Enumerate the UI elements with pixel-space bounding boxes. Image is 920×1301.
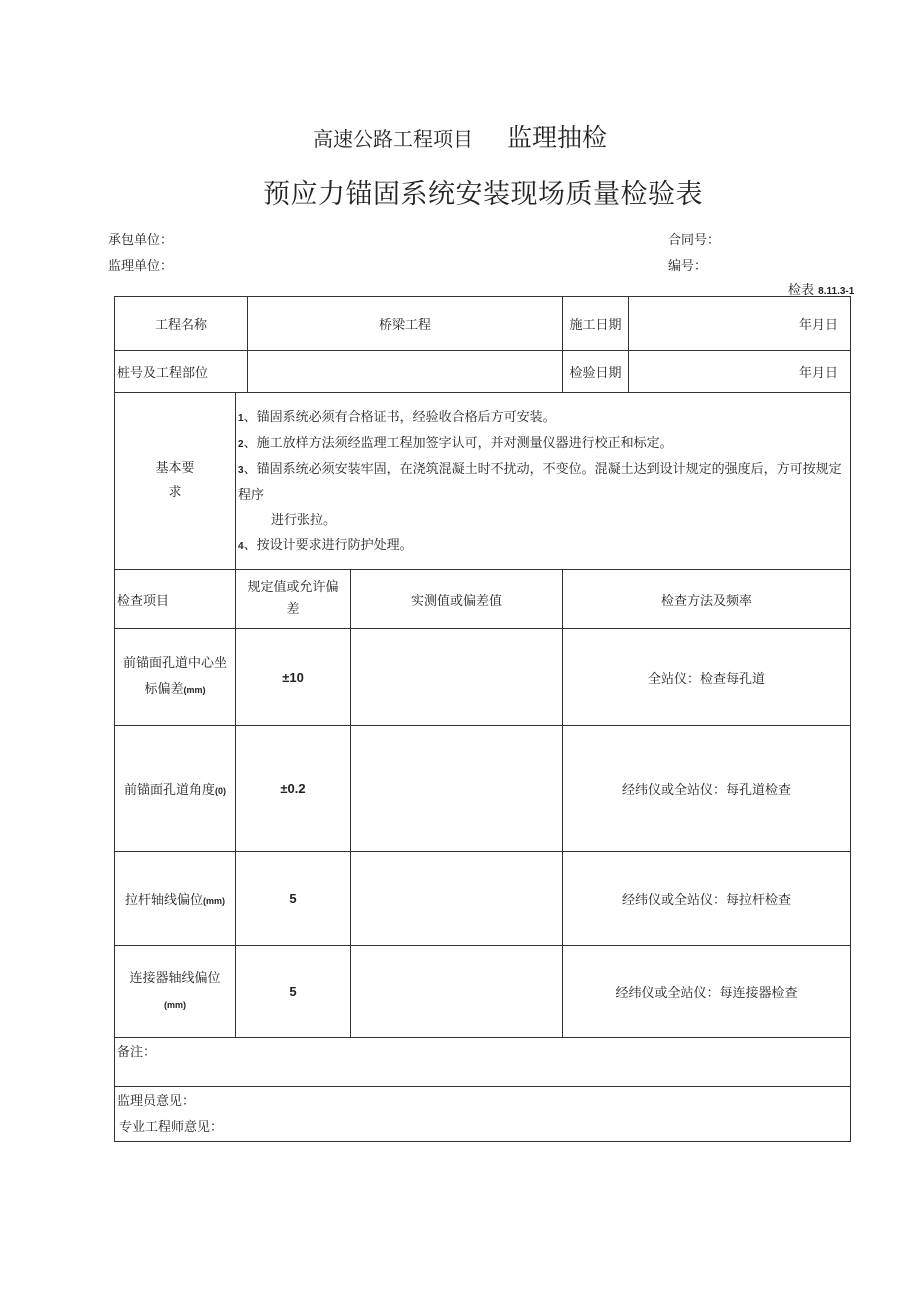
inspection-table	[114, 296, 851, 1142]
spec-header: 规定值或允许偏 差	[236, 570, 351, 629]
requirement-item: 1、锚固系统必须有合格证书，经验收合格后方可安装。	[238, 410, 556, 425]
requirements-list	[236, 393, 851, 570]
spec-value: ±0.2	[236, 726, 351, 852]
requirements-label: 基本要 求	[115, 393, 236, 570]
spec-value: 5	[236, 852, 351, 946]
measured-header: 实测值或偏差值	[351, 570, 563, 629]
contractor-label: 承包单位：	[108, 233, 174, 248]
form-title: 预应力锚固系统安装现场质量检验表	[263, 179, 703, 210]
project-type-title: 高速公路工程项目	[312, 127, 473, 151]
form-code-number: 8.11.3-1	[818, 286, 855, 297]
measured-value	[351, 726, 563, 852]
remarks-row	[115, 1038, 851, 1087]
check-item-name: 拉杆轴线偏位(mm)	[115, 852, 236, 946]
check-method: 经纬仪或全站仪：每连接器检查	[563, 946, 851, 1038]
requirement-item: 2、施工放样方法须经监理工程加签字认可，并对测量仪器进行校正和标定。	[238, 436, 673, 451]
contract-no-label: 合同号：	[668, 233, 721, 248]
requirement-item-continuation: 进行张拉。	[271, 513, 337, 528]
check-row	[115, 946, 851, 1038]
project-name-label: 工程名称	[115, 297, 248, 351]
check-item-name: 连接器轴线偏位 (mm)	[115, 946, 236, 1038]
form-code-prefix: 检表	[788, 283, 815, 298]
station-info-row	[115, 351, 851, 393]
check-row	[115, 852, 851, 946]
construction-date-label: 施工日期	[563, 297, 629, 351]
check-method: 经纬仪或全站仪：每孔道检查	[563, 726, 851, 852]
check-item-name: 前锚面孔道中心坐 标偏差(mm)	[115, 629, 236, 726]
remarks-label: 备注：	[115, 1038, 851, 1087]
spec-value: ±10	[236, 629, 351, 726]
measured-value	[351, 629, 563, 726]
title-line-1	[0, 118, 920, 154]
requirements-row	[115, 393, 851, 570]
requirement-item: 3、锚固系统必须安装牢固，在浇筑混凝土时不扰动，不变位。混凝土达到设计规定的强度后，方可按规定程序	[238, 462, 842, 503]
measured-value	[351, 852, 563, 946]
engineer-opinion-label: 专业工程师意见：	[119, 1120, 224, 1135]
construction-date-value: 年月日	[629, 297, 851, 351]
check-method: 全站仪：检查每孔道	[563, 629, 851, 726]
requirement-item: 4、按设计要求进行防护处理。	[238, 538, 413, 553]
serial-no-label: 编号：	[668, 259, 708, 274]
check-method: 经纬仪或全站仪：每拉杆检查	[563, 852, 851, 946]
project-name-value: 桥梁工程	[248, 297, 563, 351]
station-value	[248, 351, 563, 393]
spec-value: 5	[236, 946, 351, 1038]
project-info-row	[115, 297, 851, 351]
inspection-date-label: 检验日期	[563, 351, 629, 393]
supervisor-unit-label: 监理单位：	[108, 259, 174, 274]
measured-value	[351, 946, 563, 1038]
check-row	[115, 726, 851, 852]
check-item-header: 检查项目	[115, 570, 236, 629]
method-header: 检查方法及频率	[563, 570, 851, 629]
check-item-name: 前锚面孔道角度(0)	[115, 726, 236, 852]
inspection-type-title: 监理抽检	[506, 123, 607, 152]
inspection-date-value: 年月日	[629, 351, 851, 393]
check-header-row	[115, 570, 851, 629]
check-row	[115, 629, 851, 726]
station-label: 桩号及工程部位	[115, 351, 248, 393]
supervisor-opinion-label: 监理员意见：	[115, 1087, 851, 1142]
supervisor-opinion-row	[115, 1087, 851, 1142]
